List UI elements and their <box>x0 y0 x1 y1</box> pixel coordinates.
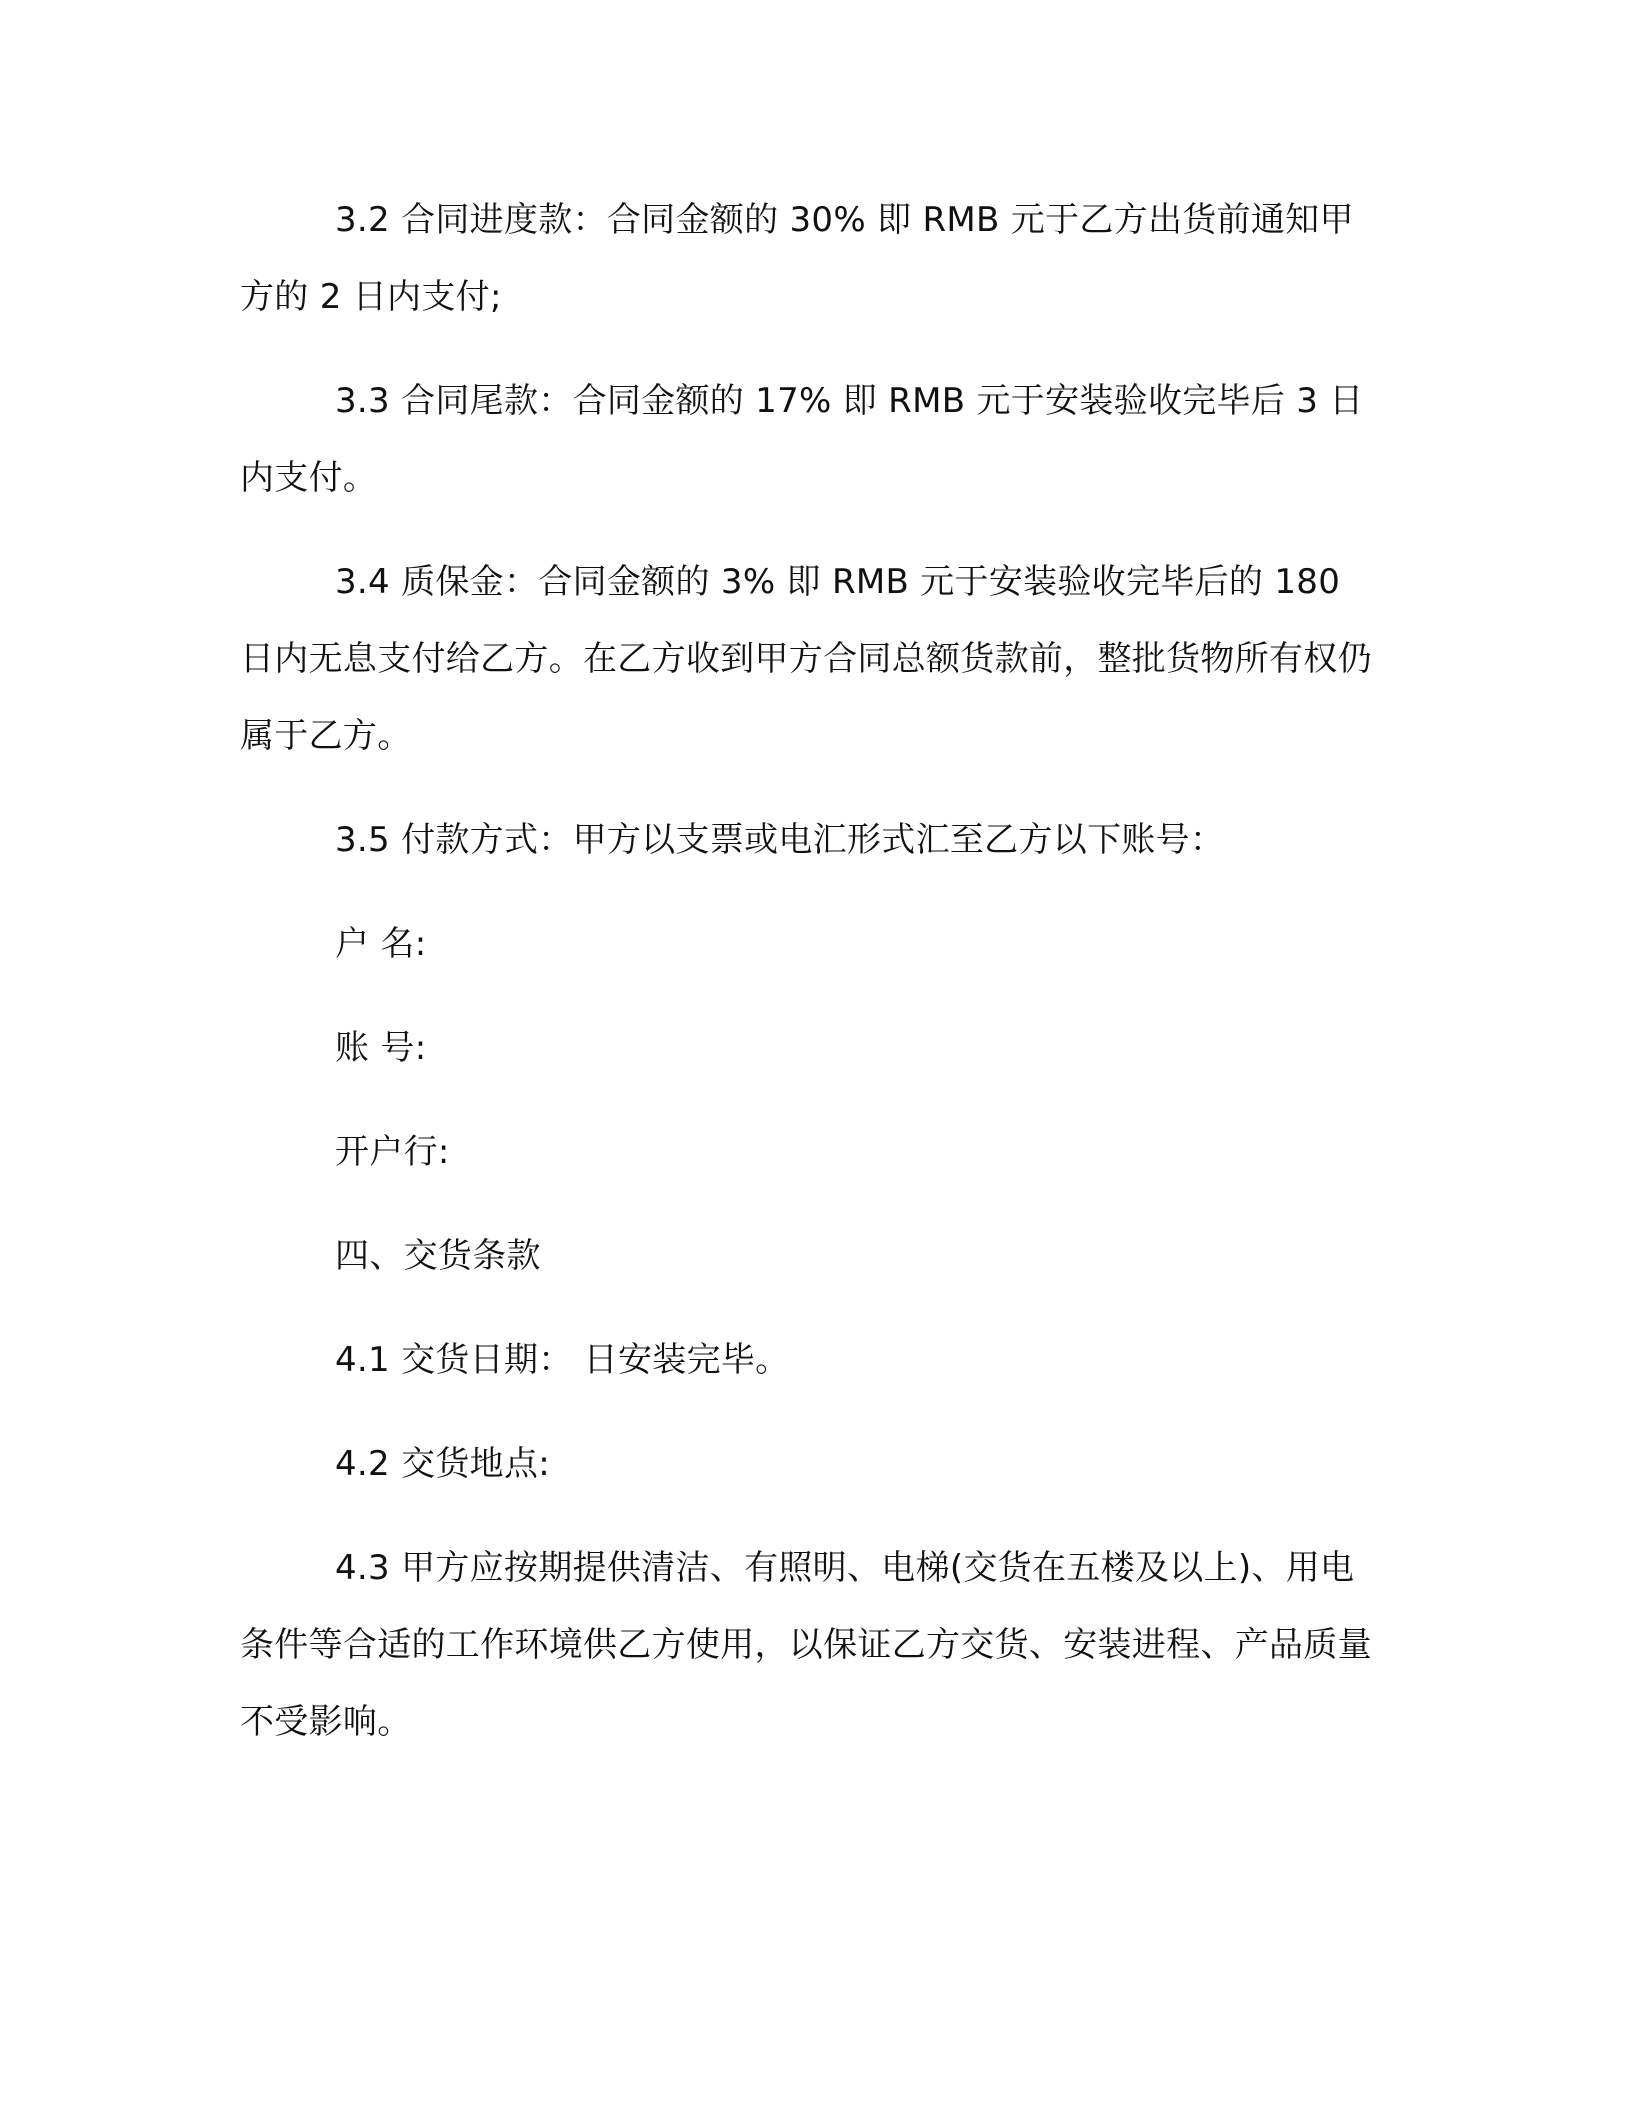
clause-4-1-delivery-date: 4.1 交货日期： 日安装完毕。 <box>335 1340 790 1380</box>
clause-3-4-warranty-deposit: 3.4 质保金：合同金额的 3% 即 RMB 元于安装验收完毕后的 180 日内无息支付给乙方。在乙方收到甲方合同总额货款前，整批货物所有权仍属于乙方。 <box>240 562 1372 756</box>
account-name-line: 户 名: <box>335 924 427 964</box>
clause-3-3-final-payment: 3.3 合同尾款：合同金额的 17% 即 RMB 元于安装验收完毕后 3 日内支付。 <box>240 381 1364 498</box>
clause-4-2-delivery-location: 4.2 交货地点: <box>335 1444 551 1484</box>
clause-3-2-progress-payment: 3.2 合同进度款：合同金额的 30% 即 RMB 元于乙方出货前通知甲方的 2 日内支付; <box>240 200 1354 317</box>
clause-4-3-work-environment: 4.3 甲方应按期提供清洁、有照明、电梯(交货在五楼及以上)、用电条件等合适的工作环境供乙方使用，以保证乙方交货、安装进程、产品质量不受影响。 <box>240 1548 1372 1742</box>
bank-line: 开户行: <box>335 1132 450 1172</box>
clause-3-5-payment-method: 3.5 付款方式：甲方以支票或电汇形式汇至乙方以下账号： <box>335 820 1225 860</box>
account-number-line: 账 号: <box>335 1028 427 1068</box>
section-heading-delivery: 四、交货条款 <box>335 1236 541 1276</box>
document-body <box>240 182 1380 1761</box>
